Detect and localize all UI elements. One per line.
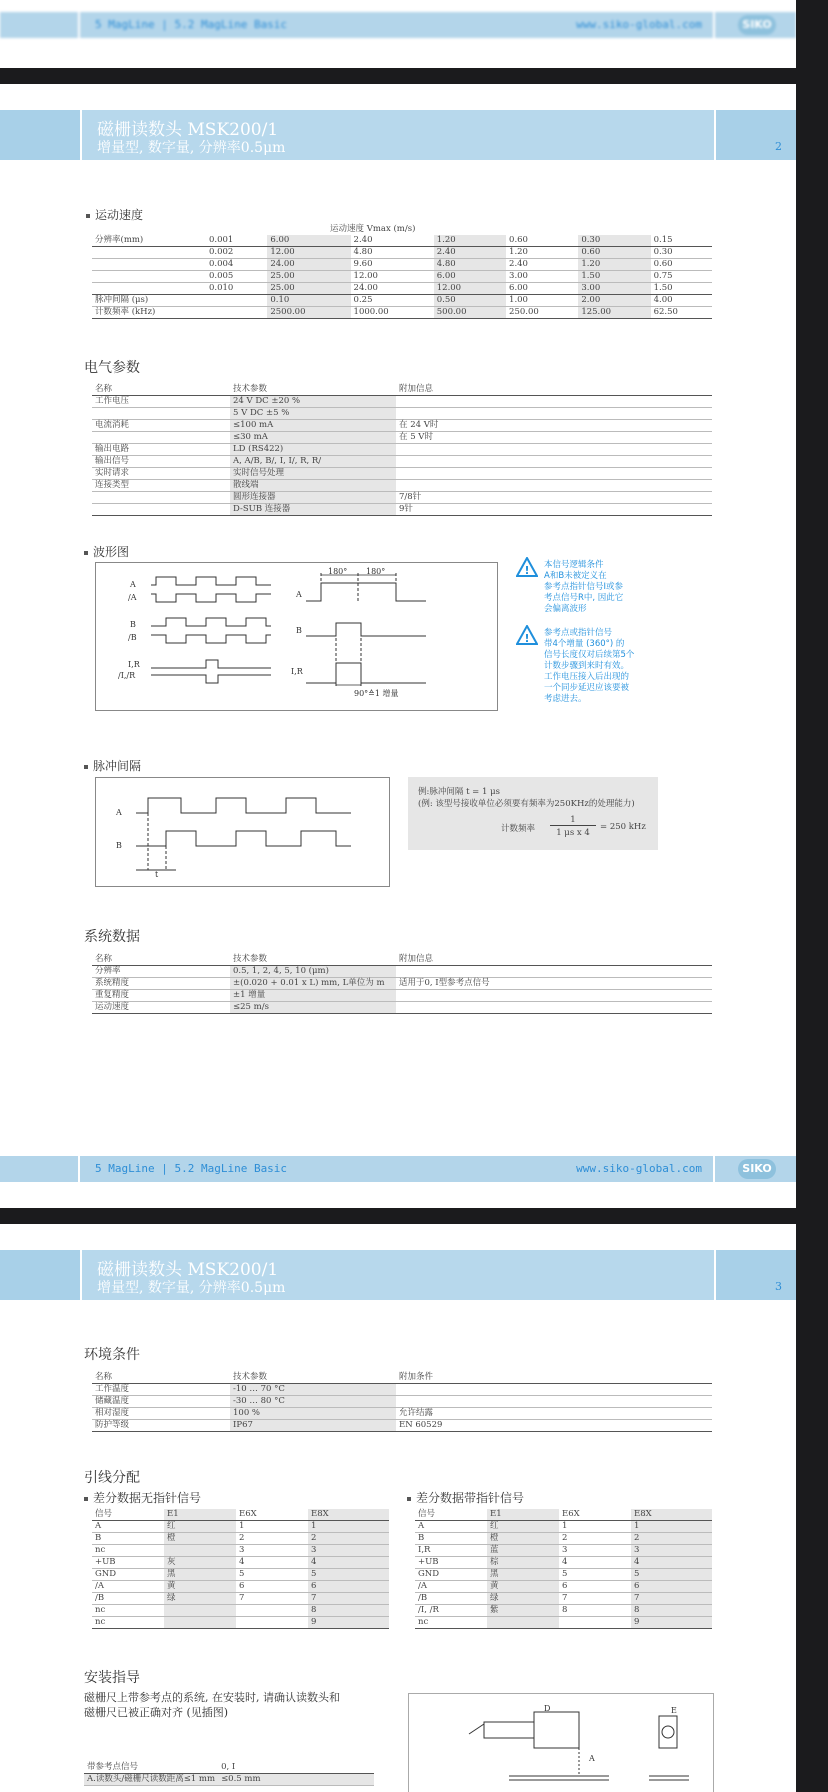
warning-icon <box>516 625 538 645</box>
wave-label-a-right: A <box>296 590 302 599</box>
page-footer <box>0 1156 796 1182</box>
electrical-table: 名称 技术参数 附加信息 工作电压 24 V DC ±20 % 5 V DC ±5 % 电流消耗 ≤100 mA 在 24 V时 ≤30 mA 在 5 V时 输出电路 LD (RS422) 输出信号 A, A/B, B/, I, I/, R, R/ 实时请求 实时信号处理 连接类型 散线端 圆形连接器 7/8针 D-SUB 连接器 9针 <box>92 384 712 516</box>
page-number: 3 <box>775 1280 782 1293</box>
electrical-heading: 电气参数 <box>84 360 140 376</box>
system-table: 名称 技术参数 附加信息 分辨率 0.5, 1, 2, 4, 5, 10 (μm) 系统精度 ±(0.020 + 0.01 x L) mm, L单位为 m 适用于0, I型参考点信号 重复精度 ±1 增量 运动速度 ≤25 m/s <box>92 954 712 1014</box>
system-heading: 系统数据 <box>84 929 140 945</box>
svg-text:!: ! <box>524 564 530 577</box>
footer-website[interactable]: www.siko-global.com <box>576 18 702 31</box>
page-header <box>0 110 796 160</box>
svg-text:!: ! <box>524 632 530 645</box>
pulse-example-2: (例: 该型号接收单位必须要有频率为250KHz的处理能力) <box>418 799 635 809</box>
waveform-note-1: 本信号逻辑条件 A和B未被定义在 参考点指针信号I或参 考点信号R中, 因此它 会偏离波形 <box>544 560 624 614</box>
footer-website[interactable]: www.siko-global.com <box>576 1162 702 1175</box>
siko-logo: SIKO <box>738 1159 776 1179</box>
install-diagram <box>408 1693 714 1792</box>
pulse-diagram <box>95 777 390 887</box>
pulse-example-1: 例:脉冲间隔 t = 1 μs <box>418 787 501 797</box>
increment-label: 90°≙1 增量 <box>354 689 399 698</box>
wave-label-a-inv: /A <box>128 593 137 602</box>
env-heading: 环境条件 <box>84 1347 140 1363</box>
waveform-diagram <box>95 562 498 711</box>
formula-numerator: 1 <box>550 815 596 826</box>
page-title: 磁栅读数头 MSK200/1 <box>97 120 279 140</box>
deg-label-1: 180° <box>328 567 348 576</box>
pins-left-title: 差分数据无指针信号 <box>84 1489 201 1506</box>
dim-label-d: D <box>544 1704 551 1713</box>
previous-page <box>0 0 796 68</box>
page-3 <box>0 1224 796 1792</box>
pulse-label-b: B <box>116 841 122 850</box>
formula-denominator: 1 μs x 4 <box>556 828 590 838</box>
env-table: 名称 技术参数 附加条件 工作温度 -10 … 70 °C 储藏温度 -30 … 80 °C 相对湿度 100 % 允许结露 防护等级 IP67 EN 60529 <box>92 1372 712 1432</box>
warning-icon <box>516 557 538 577</box>
res-label: 分辨率(mm) <box>92 235 206 247</box>
wave-label-ir-inv: /I,/R <box>118 671 136 680</box>
deg-label-2: 180° <box>366 567 386 576</box>
formula-result: = 250 kHz <box>600 822 646 832</box>
page-title: 磁栅读数头 MSK200/1 <box>97 1260 279 1280</box>
siko-logo: SIKO <box>738 15 776 35</box>
pulse-label-a: A <box>116 808 122 817</box>
pulse-heading: 脉冲间隔 <box>84 757 141 774</box>
waveform-svg <box>96 563 497 710</box>
install-heading: 安装指导 <box>84 1670 140 1686</box>
speed-table: 运动速度 Vmax (m/s) 分辨率(mm) 0.001 6.00 2.40 1.20 0.60 0.30 0.15 0.002 12.00 4.80 2.40 1.20 0.60 0.30 0.004 24.00 9.60 4.80 2.40 1.20 0.60 0.005 25.00 12.00 6.00 3.00 1.50 0.75 0.010 25.00 24.00 12.00 6.00 3.00 1.50 脉冲间隔 (μs) 0.10 0.25 0.50 1.00 2.00 4.00 计数频率 (kHz) 2500.00 1000.00 500.00 250.00 125.00 62.50 <box>92 224 712 319</box>
install-table: 带参考点信号 0, I A.读数头/磁栅尺读数距离≤1 mm ≤0.5 mm <box>84 1762 374 1786</box>
pulse-svg <box>96 778 389 886</box>
dim-label-e: E <box>671 1706 677 1715</box>
page-2 <box>0 84 796 1208</box>
wave-label-ir-right: I,R <box>291 667 303 676</box>
footer-section: 5 MagLine | 5.2 MagLine Basic <box>95 1162 288 1175</box>
formula-label: 计数频率 <box>501 824 536 834</box>
page-subtitle: 增量型, 数字量, 分辨率0.5μm <box>97 1280 286 1296</box>
wave-label-b-right: B <box>296 626 302 635</box>
wave-label-b: B <box>130 620 136 629</box>
install-text: 磁栅尺上带参考点的系统, 在安装时, 请确认读数头和 磁栅尺已被正确对齐 (见插图) <box>84 1691 340 1719</box>
page-number: 2 <box>775 140 782 153</box>
pins-heading: 引线分配 <box>84 1470 140 1486</box>
waveform-note-2: 参考点或指针信号 带4个增量 (360°) 的 信号长度仅对后续第5个 计数步骤到来时有效。 工作电压接入后出现的 一个同步延迟应该要被 考虑进去。 <box>544 628 635 704</box>
wave-label-a: A <box>130 580 136 589</box>
install-svg <box>409 1694 713 1792</box>
pins-right-table: 信号 E1 E6X E8X A 红 1 1 B 橙 2 2 I,R 蓝 3 3 +UB 棕 4 4 GND 黑 5 5 /A 黄 6 6 /B 绿 7 7 /I, /R 紫 8 8 nc 9 <box>415 1509 712 1629</box>
footer-section: 5 MagLine | 5.2 MagLine Basic <box>95 18 288 31</box>
page-subtitle: 增量型, 数字量, 分辨率0.5μm <box>97 140 286 156</box>
page-footer <box>0 12 796 38</box>
waveform-heading: 波形图 <box>84 543 129 560</box>
wave-label-b-inv: /B <box>128 633 137 642</box>
speed-heading: 运动速度 <box>86 206 143 223</box>
page-header <box>0 1250 796 1300</box>
pulse-label-t: t <box>155 870 159 879</box>
wave-label-ir: I,R <box>128 660 140 669</box>
pins-right-title: 差分数据带指针信号 <box>407 1489 524 1506</box>
pulse-example-box <box>408 777 658 850</box>
dim-label-a: A <box>589 1754 595 1763</box>
pins-left-table: 信号 E1 E6X E8X A 红 1 1 B 橙 2 2 nc 3 3 +UB 灰 4 4 GND 黑 5 5 /A 黄 6 6 /B 绿 7 7 nc 8 nc 9 <box>92 1509 389 1629</box>
speed-subheader: 运动速度 Vmax (m/s) <box>330 224 416 234</box>
